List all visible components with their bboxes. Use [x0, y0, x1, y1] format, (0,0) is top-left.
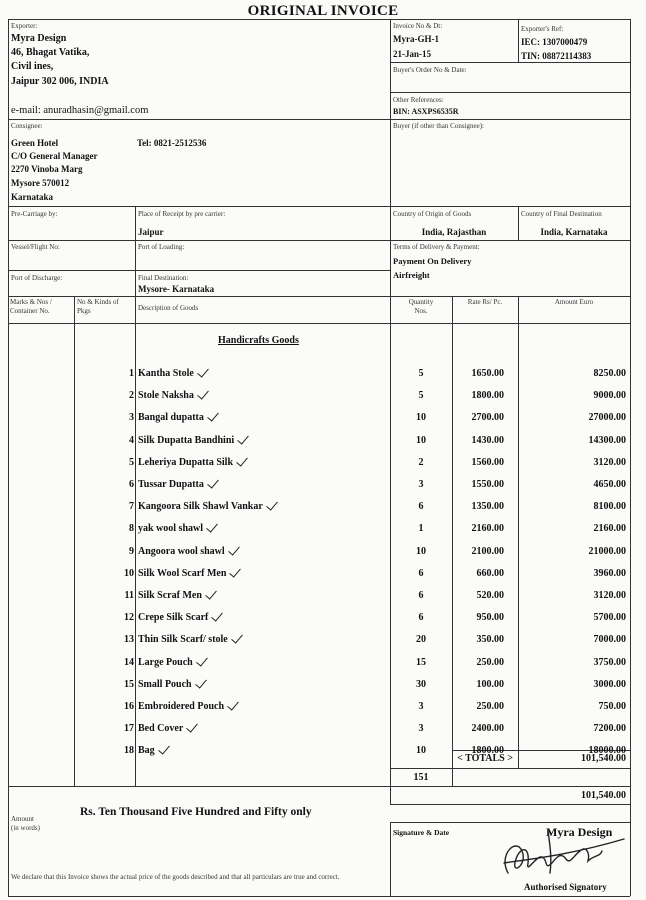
header-kinds: No & Kinds of Pkgs	[77, 298, 119, 315]
item-rate: 2100.00	[471, 546, 504, 557]
check-mark-icon	[196, 654, 208, 666]
totals-amount: 101,540.00	[581, 753, 626, 764]
item-description: Large Pouch	[138, 657, 193, 668]
item-amount: 9000.00	[593, 390, 626, 401]
check-mark-icon	[207, 409, 219, 421]
consignee-address-4: Karnataka	[11, 192, 54, 202]
item-quantity: 6	[418, 590, 424, 601]
item-quantity: 3	[418, 701, 424, 712]
item-number: 17	[124, 723, 134, 734]
place-of-receipt-label: Place of Receipt by pre carrier:	[138, 210, 226, 218]
check-mark-icon	[207, 476, 219, 488]
section-title: Handicrafts Goods	[218, 335, 299, 346]
amount-words-label: Amount	[11, 815, 34, 823]
item-rate: 2160.00	[471, 523, 504, 534]
item-number: 7	[129, 501, 134, 512]
handwritten-signature	[490, 815, 630, 885]
terms-value: Payment On Delivery	[393, 256, 472, 266]
invoice-no-label: Invoice No & Dt:	[393, 22, 443, 30]
item-amount: 3960.00	[593, 568, 626, 579]
terms-label: Terms of Delivery & Payment:	[393, 243, 480, 251]
item-number: 16	[124, 701, 134, 712]
item-number: 14	[124, 657, 134, 668]
item-quantity: 10	[416, 412, 426, 423]
consignee-address-3: Mysore 570012	[11, 178, 70, 188]
item-amount: 3120.00	[593, 457, 626, 468]
tin-number: TIN: 08872114383	[521, 51, 592, 61]
exporter-address-1: 46, Bhagat Vatika,	[11, 47, 90, 58]
totals-label: < TOTALS >	[457, 753, 513, 764]
port-loading-label: Port of Loading:	[138, 243, 185, 251]
item-number: 11	[124, 590, 134, 601]
item-rate: 2700.00	[471, 412, 504, 423]
item-amount: 8250.00	[593, 368, 626, 379]
item-number: 5	[129, 457, 134, 468]
check-mark-icon	[195, 676, 207, 688]
item-number: 2	[129, 390, 134, 401]
item-rate: 660.00	[476, 568, 504, 579]
country-destination-value: India, Karnataka	[540, 227, 608, 237]
item-description: Embroidered Pouch	[138, 701, 225, 712]
item-description: Kangoora Silk Shawl Vankar	[138, 501, 263, 512]
item-quantity: 6	[418, 612, 424, 623]
item-description: Tussar Dupatta	[138, 479, 204, 490]
item-rate: 1560.00	[471, 457, 504, 468]
item-quantity: 15	[416, 657, 426, 668]
check-mark-icon	[197, 365, 209, 377]
country-destination-label: Country of Final Destination	[521, 210, 602, 218]
total-quantity: 151	[413, 772, 429, 783]
exporter-address-3: Jaipur 302 006, INDIA	[11, 76, 109, 87]
item-description: Bag	[138, 745, 155, 756]
item-amount: 3000.00	[593, 679, 626, 690]
item-amount: 750.00	[598, 701, 626, 712]
item-rate: 950.00	[476, 612, 504, 623]
item-number: 10	[124, 568, 134, 579]
item-description: Angoora wool shawl	[138, 546, 225, 557]
item-description: Thin Silk Scarf/ stole	[138, 634, 228, 645]
grand-total: 101,540.00	[581, 790, 626, 801]
item-quantity: 6	[418, 568, 424, 579]
item-number: 15	[124, 679, 134, 690]
item-description: Crepe Silk Scarf	[138, 612, 209, 623]
check-mark-icon	[206, 520, 218, 532]
amount-words-text: Rs. Ten Thousand Five Hundred and Fifty only	[80, 806, 312, 818]
item-number: 12	[124, 612, 134, 623]
item-quantity: 3	[418, 723, 424, 734]
item-quantity: 1	[418, 523, 424, 534]
item-quantity: 5	[418, 390, 424, 401]
signature-company: Myra Design	[546, 825, 613, 839]
exporter-name: Myra Design	[11, 33, 67, 44]
item-rate: 350.00	[476, 634, 504, 645]
item-description: Silk Scraf Men	[138, 590, 202, 601]
invoice-number: Myra-GH-1	[393, 34, 439, 44]
item-quantity: 5	[418, 368, 424, 379]
signature-label: Signature & Date	[393, 828, 450, 837]
item-rate: 1650.00	[471, 368, 504, 379]
exporter-email: e-mail: anuradhasin@gmail.com	[11, 105, 149, 116]
item-description: Leheriya Dupatta Silk	[138, 457, 234, 468]
exporters-ref-label: Exporter's Ref:	[521, 25, 564, 33]
check-mark-icon	[236, 454, 248, 466]
check-mark-icon	[229, 565, 241, 577]
header-amount: Amount Euro	[554, 298, 594, 306]
check-mark-icon	[211, 609, 223, 621]
item-rate: 2400.00	[471, 723, 504, 734]
check-mark-icon	[266, 498, 278, 510]
item-amount: 8100.00	[593, 501, 626, 512]
item-number: 9	[129, 546, 134, 557]
item-rate: 1800.00	[471, 745, 504, 756]
check-mark-icon	[205, 587, 217, 599]
item-number: 18	[124, 745, 134, 756]
item-amount: 3750.00	[593, 657, 626, 668]
item-number: 1	[129, 368, 134, 379]
authorised-signatory: Authorised Signatory	[524, 882, 607, 892]
country-origin-label: Country of Origin of Goods	[393, 210, 472, 218]
declaration-text: We declare that this Invoice shows the actual price of the goods described and that all particulars are true and correct.	[11, 873, 340, 881]
amount-words-sublabel: (in words)	[11, 824, 40, 832]
check-mark-icon	[227, 698, 239, 710]
country-origin-value: India, Rajasthan	[421, 227, 487, 237]
item-amount: 14300.00	[588, 435, 626, 446]
item-rate: 1350.00	[471, 501, 504, 512]
item-rate: 1550.00	[471, 479, 504, 490]
item-number: 8	[129, 523, 134, 534]
item-description: yak wool shawl	[138, 523, 204, 534]
check-mark-icon	[228, 543, 240, 555]
check-mark-icon	[231, 631, 243, 643]
item-amount: 7200.00	[593, 723, 626, 734]
exporter-address-2: Civil ines,	[11, 61, 54, 72]
item-rate: 250.00	[476, 701, 504, 712]
item-rate: 1800.00	[471, 390, 504, 401]
header-rate: Rate Rs/ Pc.	[467, 298, 503, 306]
consignee-name: Green Hotel	[11, 138, 59, 148]
consignee-address-2: 2270 Vinoba Marg	[11, 164, 83, 174]
iec-number: IEC: 1307000479	[521, 37, 588, 47]
item-amount: 5700.00	[593, 612, 626, 623]
item-description: Small Pouch	[138, 679, 192, 690]
port-discharge-label: Port of Discharge:	[11, 274, 63, 282]
item-quantity: 3	[418, 479, 424, 490]
invoice-title: ORIGINAL INVOICE	[247, 3, 399, 19]
header-description: Description of Goods	[138, 304, 199, 312]
item-amount: 7000.00	[593, 634, 626, 645]
check-mark-icon	[197, 387, 209, 399]
final-destination-label: Final Destination:	[138, 274, 189, 282]
other-references-label: Other References:	[393, 96, 444, 104]
check-mark-icon	[186, 720, 198, 732]
item-quantity: 10	[416, 546, 426, 557]
check-mark-icon	[237, 432, 249, 444]
place-of-receipt-value: Jaipur	[138, 227, 164, 237]
mode-value: Airfreight	[393, 270, 430, 280]
item-amount: 4650.00	[593, 479, 626, 490]
item-description: Bangal dupatta	[138, 412, 204, 423]
consignee-address-1: C/O General Manager	[11, 151, 98, 161]
vessel-label: Vessel/Flight No:	[11, 243, 60, 251]
pre-carriage-label: Pre-Carriage by:	[11, 210, 58, 218]
item-amount: 3120.00	[593, 590, 626, 601]
item-rate: 100.00	[476, 679, 504, 690]
final-destination-value: Mysore- Karnataka	[138, 284, 215, 294]
check-mark-icon	[158, 742, 170, 754]
item-number: 13	[124, 634, 134, 645]
item-number: 6	[129, 479, 134, 490]
item-quantity: 20	[416, 634, 426, 645]
item-amount: 21000.00	[588, 546, 626, 557]
invoice-date: 21-Jan-15	[393, 49, 431, 59]
item-amount: 18000.00	[588, 745, 626, 756]
consignee-label: Consignee:	[11, 122, 43, 130]
item-description: Kantha Stole	[138, 368, 194, 379]
header-quantity: Quantity Nos.	[408, 298, 434, 315]
item-amount: 27000.00	[588, 412, 626, 423]
bin-number: BIN: ASXPS6535R	[393, 107, 459, 116]
item-quantity: 30	[416, 679, 426, 690]
item-description: Bed Cover	[138, 723, 184, 734]
item-quantity: 6	[418, 501, 424, 512]
header-marks: Marks & Nos / Container No.	[10, 298, 52, 315]
item-number: 4	[129, 435, 134, 446]
item-quantity: 10	[416, 745, 426, 756]
item-number: 3	[129, 412, 134, 423]
item-description: Silk Wool Scarf Men	[138, 568, 227, 579]
item-description: Silk Dupatta Bandhini	[138, 435, 235, 446]
item-description: Stole Naksha	[138, 390, 194, 401]
item-rate: 250.00	[476, 657, 504, 668]
exporter-label: Exporter:	[11, 22, 38, 30]
buyers-order-label: Buyer's Order No & Date:	[393, 66, 467, 74]
item-quantity: 2	[418, 457, 424, 468]
buyer-other-label: Buyer (if other than Consignee):	[393, 122, 484, 130]
item-rate: 1430.00	[471, 435, 504, 446]
item-amount: 2160.00	[593, 523, 626, 534]
item-rate: 520.00	[476, 590, 504, 601]
item-quantity: 10	[416, 435, 426, 446]
consignee-tel: Tel: 0821-2512536	[137, 138, 207, 148]
